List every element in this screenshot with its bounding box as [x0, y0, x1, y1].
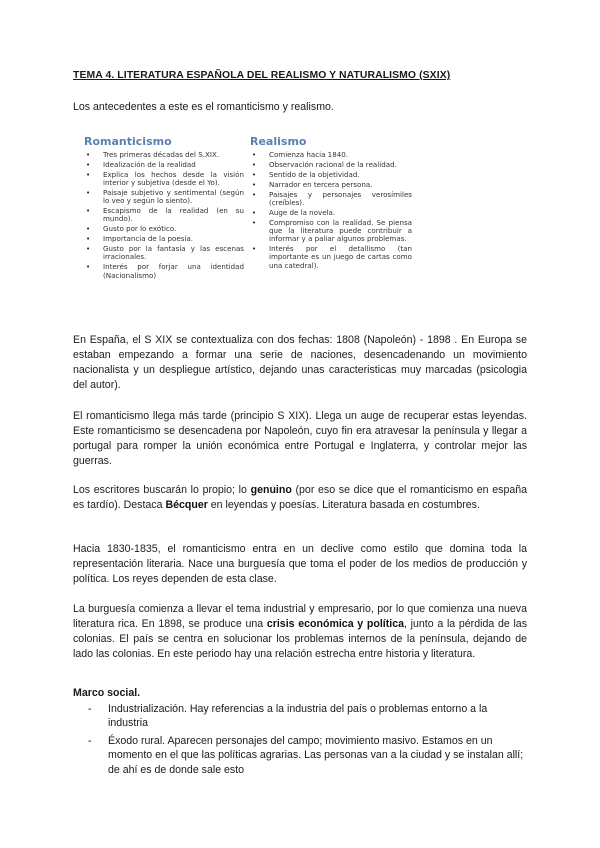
intro-text: Los antecedentes a este es el romanticismo y realismo.	[73, 101, 334, 113]
list-item: • Escapismo de la realidad (en su mundo).	[84, 207, 244, 224]
list-item	[88, 734, 528, 777]
list-item: • Narrador en tercera persona.	[250, 181, 412, 189]
dash-bullet: -	[88, 734, 92, 747]
list-item: • Interés por el detallismo (tan importante es un juego de cartas como una catedral).	[250, 245, 412, 270]
paragraph-declive: Hacia 1830-1835, el romanticismo entra en un declive como estilo que domina toda la representación literaria. Nace una burguesía que toma el poder de los medios de producción y política. Los reyes dependen de esta clase.	[73, 543, 527, 585]
romanticismo-column	[84, 135, 244, 282]
paragraph-romanticismo: El romanticismo llega más tarde (principio S XIX). Llega un auge de recuperar estas leyendas. Este romanticismo se desencadena por Napoleón, cuyo fin era atravesar la península y llegar a portugal para romper la unión económica entre Portugal e Inglaterra, y controlar mejor las guerras.	[73, 410, 527, 467]
list-item: • Auge de la novela.	[250, 209, 412, 217]
dash-bullet: -	[88, 703, 92, 715]
page-title: TEMA 4. LITERATURA ESPAÑOLA DEL REALISMO Y NATURALISMO (SXIX)	[73, 70, 451, 81]
paragraph-text: en leyendas y poesías. Literatura basada en costumbres.	[207, 499, 480, 511]
romanticismo-heading: Romanticismo	[84, 135, 172, 148]
romanticismo-list	[84, 151, 244, 280]
list-item-text: Industrialización. Hay referencias a la industria del país o problemas entorno a la industria	[108, 703, 488, 730]
list-item: • Importancia de la poesía.	[84, 235, 244, 243]
list-item: • Compromiso con la realidad. Se piensa que la literatura puede contribuir a informar y a paliar algunos problemas.	[250, 219, 412, 244]
paragraph-text: La burguesía comienza a llevar el tema industrial y empresario, por lo que comienza una nueva literatura rica. En 1898, se produce una	[73, 603, 527, 630]
list-item: • Explica los hechos desde la visión interior y subjetiva (desde el Yo).	[84, 171, 244, 188]
realismo-heading: Realismo	[250, 135, 307, 148]
list-item: • Paisajes y personajes verosímiles (creíbles).	[250, 191, 412, 208]
paragraph-context: En España, el S XIX se contextualiza con dos fechas: 1808 (Napoleón) - 1898 . En Europa se estaban empezando a formar una serie de naciones, desencadenando un movimiento nacionalista y un despliegue artístico, dejando unas caracteristicas muy marcadas (psicologia del autor).	[73, 334, 527, 391]
paragraph-text: Los escritores buscarán lo propio; lo	[73, 484, 251, 496]
list-item: • Comienza hacia 1840.	[250, 151, 412, 159]
list-item: • Sentido de la objetividad.	[250, 171, 412, 179]
list-item: • Interés por forjar una identidad (Nacionalismo)	[84, 263, 244, 280]
marco-social-heading: Marco social.	[73, 687, 141, 699]
paragraph-text: , junto a la pérdida de las colonias. El país se centra en solucionar los problemas internos de la península, dejando de lado las colonias. En este periodo hay una relación estrecha entre historia y literatura.	[73, 618, 527, 660]
list-item-text: Éxodo rural. Aparecen personajes del campo; movimiento masivo. Estamos en un momento en el que las políticas agrarias. Las personas van a la ciudad y se instalan allí; de ahí es de donde sale esto	[108, 734, 524, 776]
list-item: • Idealización de la realidad	[84, 161, 244, 169]
realismo-column	[250, 135, 412, 272]
emphasis-crisis: crisis económica y política	[266, 618, 404, 630]
marco-social-list	[88, 702, 528, 780]
emphasis-genuino: genuino	[250, 484, 292, 496]
list-item: • Paisaje subjetivo y sentimental (según lo veo y según lo siento).	[84, 189, 244, 206]
list-item: • Gusto por lo exótico.	[84, 225, 244, 233]
paragraph-burguesia	[73, 602, 527, 662]
realismo-list	[250, 151, 412, 270]
paragraph-escritores	[73, 483, 527, 513]
paragraph-text: (por eso se dice que el romanticismo en españa es tardío). Destaca	[73, 484, 528, 511]
emphasis-becquer: Bécquer	[165, 499, 208, 511]
list-item: • Gusto por la fantasía y las escenas irracionales.	[84, 245, 244, 262]
list-item	[88, 702, 528, 731]
list-item: • Tres primeras décadas del S.XIX.	[84, 151, 244, 159]
list-item: • Observación racional de la realidad.	[250, 161, 412, 169]
